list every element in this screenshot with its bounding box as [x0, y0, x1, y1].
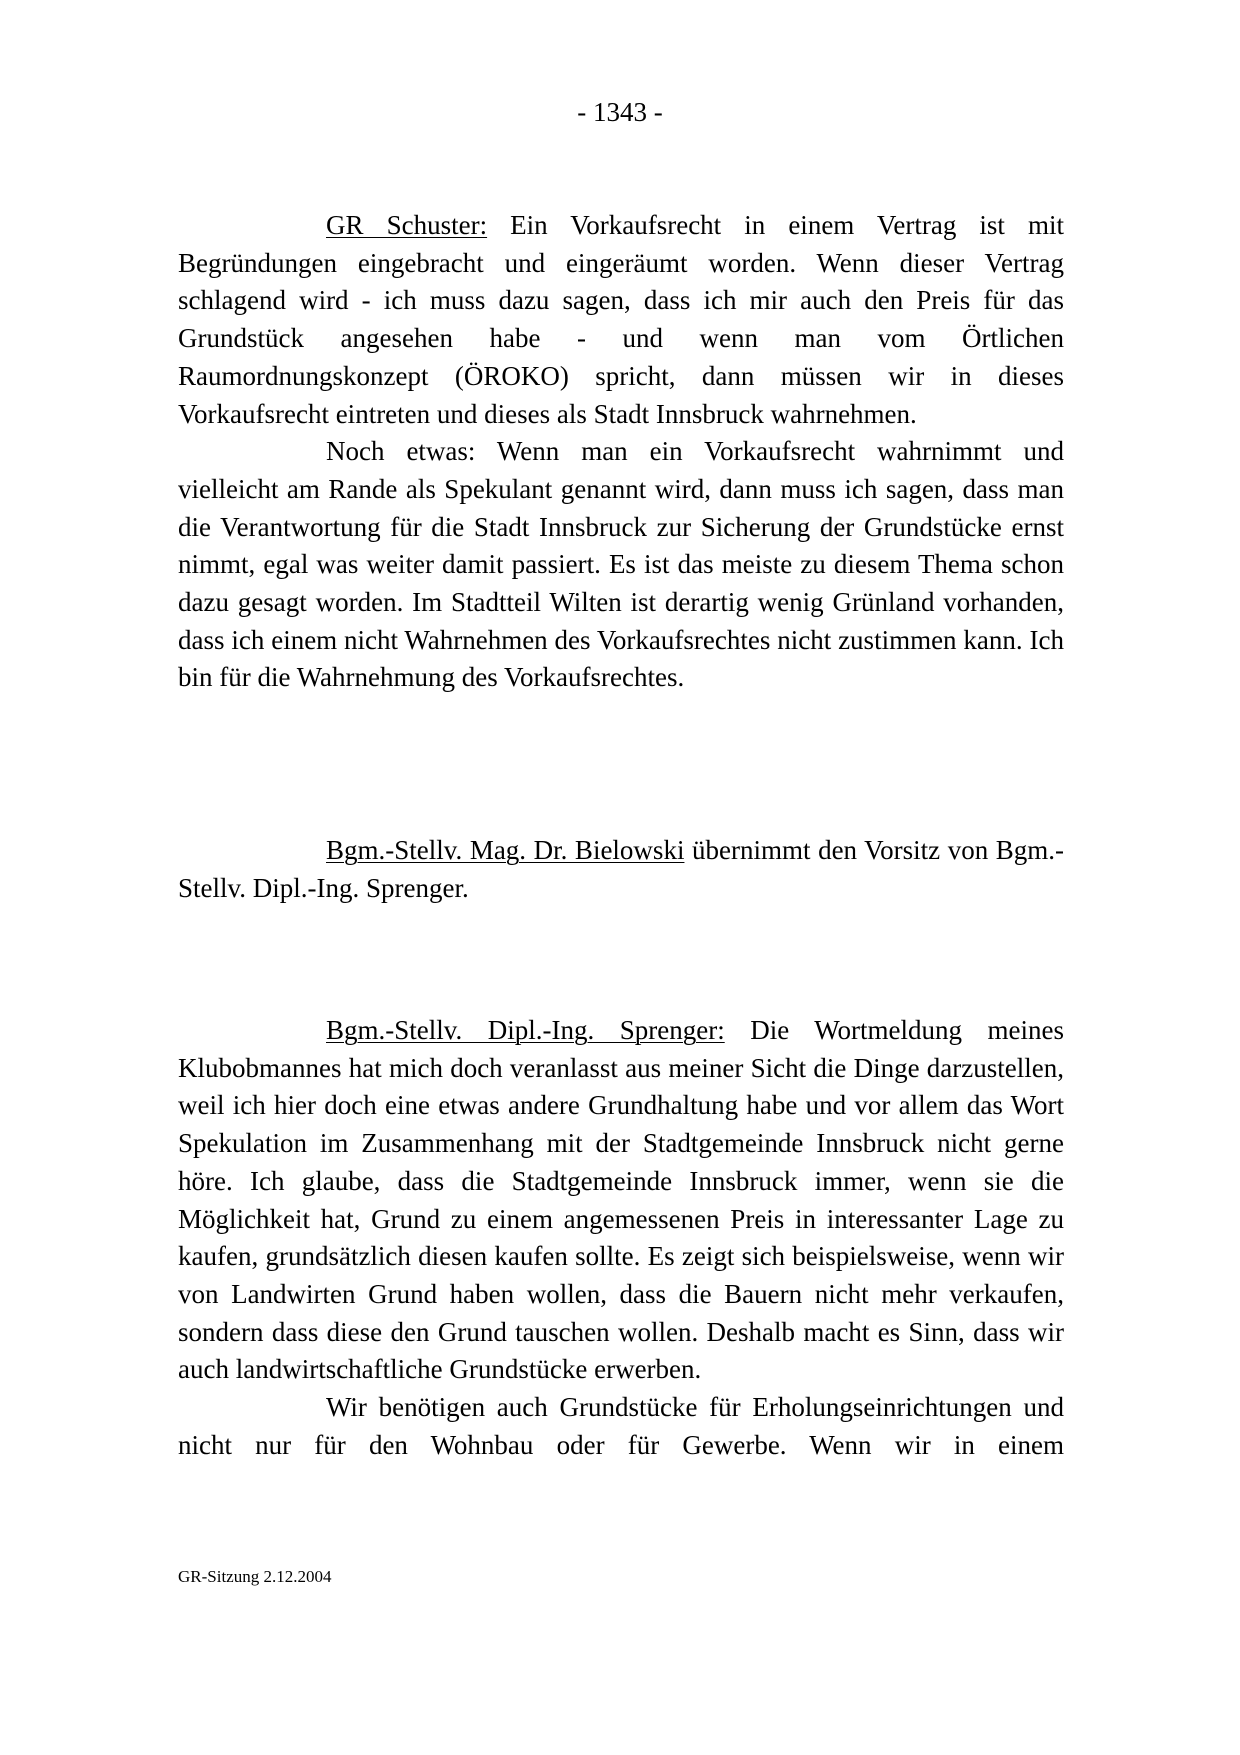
- footer-session-date: GR-Sitzung 2.12.2004: [178, 1567, 332, 1586]
- paragraph: [178, 1389, 1064, 1464]
- paragraph: [178, 832, 1064, 907]
- page-number: - 1343 -: [577, 97, 663, 127]
- speech-schuster: [178, 207, 1064, 697]
- paragraph-text: übernimmt den Vorsitz von Bgm.-Stellv. Dipl.-Ing. Sprenger.: [178, 835, 1065, 903]
- chair-change-note: [178, 832, 1064, 907]
- paragraph-text: Wir benötigen auch Grundstücke für Erholungseinrichtungen und nicht nur für den Wohnbau oder für Gewerbe. Wenn wir in einem: [178, 1392, 1064, 1460]
- paragraph: [178, 433, 1064, 697]
- paragraph-text: Die Wortmeldung meines Klubobmannes hat mich doch veranlasst aus meiner Sicht die Dinge darzustellen, weil ich hier doch eine etwas andere Grundhaltung habe und vor allem das Wort Spekulation im Zusammenhang mit der Stadtgemeinde Innsbruck nicht gerne höre. Ich glaube, dass die Stadtgemeinde Innsbruck immer, wenn sie die Möglichkeit hat, Grund zu einem angemessenen Preis in interessanter Lage zu kaufen, grundsätzlich diesen kaufen sollte. Es zeigt sich beispielsweise, wenn wir von Landwirten Grund haben wollen, dass die Bauern nicht mehr verkaufen, sondern dass diese den Grund tauschen wollen. Deshalb macht es Sinn, dass wir auch landwirtschaftliche Grundstücke erwerben.: [178, 1015, 1064, 1385]
- speaker-name: Bgm.-Stellv. Mag. Dr. Bielowski: [326, 835, 685, 865]
- paragraph: [178, 1012, 1064, 1389]
- speaker-name: Bgm.-Stellv. Dipl.-Ing. Sprenger:: [326, 1015, 725, 1045]
- paragraph-text: Ein Vorkaufsrecht in einem Vertrag ist mit Begründungen eingebracht und eingeräumt worden. Wenn dieser Vertrag schlagend wird - ich muss dazu sagen, dass ich mir auch den Preis für das Grundstück angesehen habe - und wenn man vom Örtlichen Raumordnungskonzept (ÖROKO) spricht, dann müssen wir in dieses Vorkaufsrecht eintreten und dieses als Stadt Innsbruck wahrnehmen.: [178, 210, 1064, 429]
- paragraph: [178, 207, 1064, 433]
- speaker-name: GR Schuster:: [326, 210, 488, 240]
- paragraph-text: Noch etwas: Wenn man ein Vorkaufsrecht wahrnimmt und vielleicht am Rande als Spekulant genannt wird, dann muss ich sagen, dass man die Verantwortung für die Stadt Innsbruck zur Sicherung der Grundstücke ernst nimmt, egal was weiter damit passiert. Es ist das meiste zu diesem Thema schon dazu gesagt worden. Im Stadtteil Wilten ist derartig wenig Grünland vorhanden, dass ich einem nicht Wahrnehmen des Vorkaufsrechtes nicht zustimmen kann. Ich bin für die Wahrnehmung des Vorkaufsrechtes.: [178, 436, 1064, 693]
- speech-sprenger: [178, 1012, 1064, 1464]
